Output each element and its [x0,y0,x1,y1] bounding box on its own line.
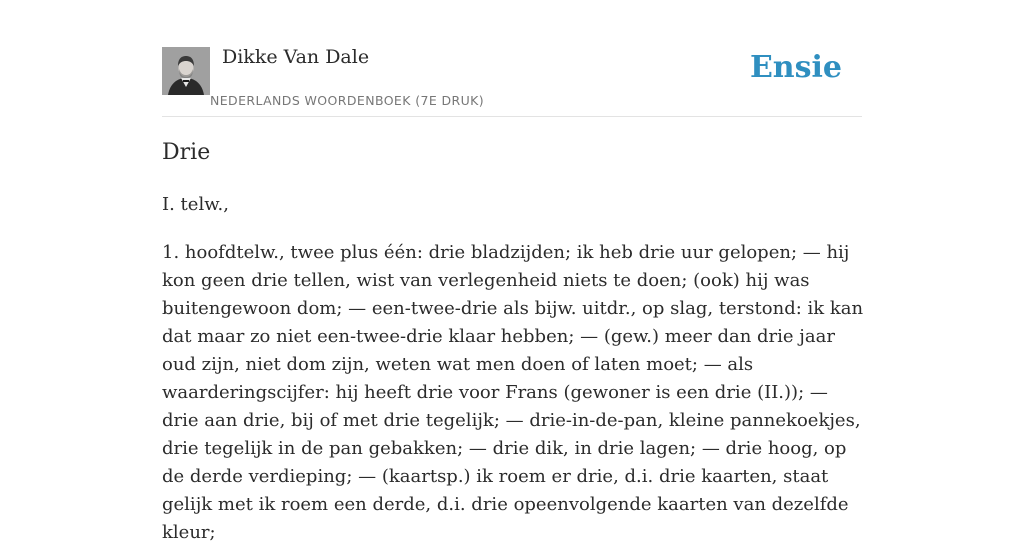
portrait-icon [162,47,210,95]
author-name[interactable]: Dikke Van Dale [222,46,370,68]
entry-title: Drie [162,140,211,165]
entry-sense: I. telw., [162,194,229,215]
site-header [162,40,862,117]
entry-definition: 1. hoofdtelw., twee plus één: drie bladzijden; ik heb drie uur gelopen; — hij kon geen drie tellen, wist van verlegenheid niets te doen; (ook) hij was buitengewoon dom; — een-twee-drie als bijw. uitdr., op slag, terstond: ik kan dat maar zo niet een-twee-drie klaar hebben; — (gew.) meer dan drie jaar oud zijn, niet dom zijn, weten wat men doen of laten moet; — als waarderingscijfer: hij heeft drie voor Frans (gewoner is een drie (II.)); — drie aan drie, bij of met drie tegelijk; — drie-in-de-pan, kleine pannekoekjes, drie tegelijk in de pan gebakken; — drie dik, in drie lagen; — drie hoog, op de derde verdieping; — (kaartsp.) ik roem er drie, d.i. drie kaarten, staat gelijk met ik roem een derde, d.i. drie opeenvolgende kaarten van dezelfde kleur; [162,242,864,543]
author-avatar[interactable] [162,47,210,95]
source-label[interactable]: NEDERLANDS WOORDENBOEK (7E DRUK) [210,93,485,108]
brand-logo[interactable]: Ensie [749,50,842,85]
